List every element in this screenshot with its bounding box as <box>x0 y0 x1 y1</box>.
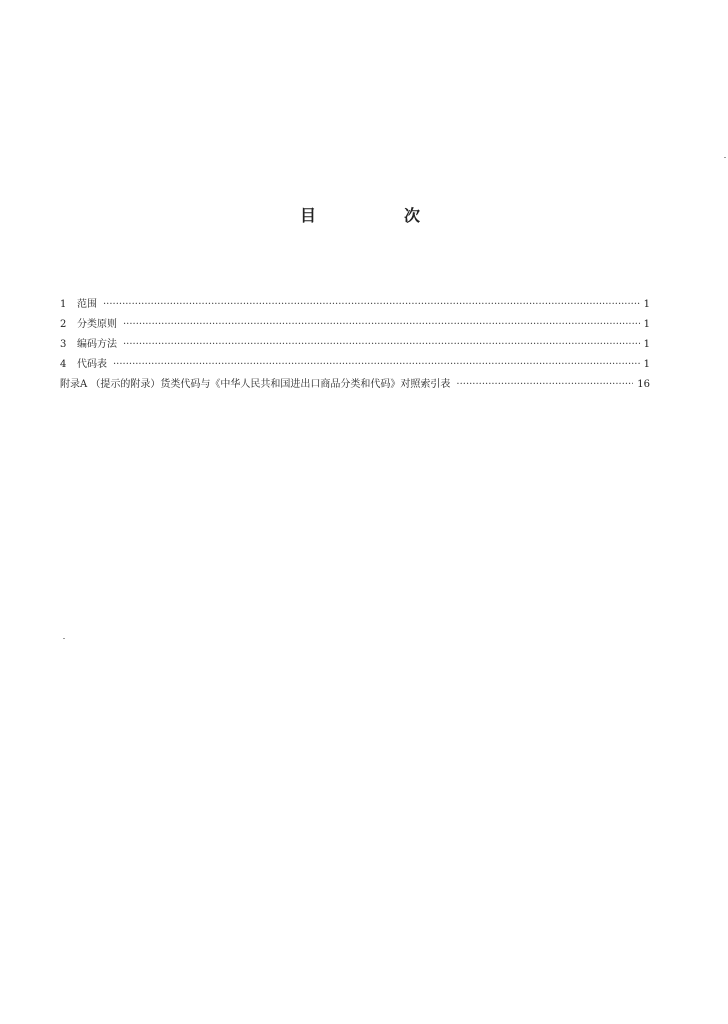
toc-entry-number: 3 <box>60 339 67 350</box>
toc-entry-number: 4 <box>60 359 67 370</box>
toc-entry-label: 范围 <box>77 299 97 310</box>
toc-entry-label: 分类原则 <box>77 319 117 330</box>
page-title <box>300 203 420 226</box>
toc-entry-classification-principles[interactable] <box>60 315 650 335</box>
toc-entry-appendix-a[interactable] <box>60 375 650 395</box>
toc-entry-page: 16 <box>637 379 650 390</box>
toc-entry-page: 1 <box>643 299 650 310</box>
scan-speck <box>63 638 65 639</box>
toc-entry-page: 1 <box>643 339 650 350</box>
table-of-contents <box>60 295 650 395</box>
toc-entry-coding-method[interactable] <box>60 335 650 355</box>
toc-entry-number: 1 <box>60 299 67 310</box>
toc-leader-dots <box>456 375 633 395</box>
toc-entry-number: 2 <box>60 319 67 330</box>
toc-entry-scope[interactable] <box>60 295 650 315</box>
title-char-2: 次 <box>403 206 420 225</box>
scan-speck <box>724 157 726 158</box>
toc-leader-dots <box>123 335 640 355</box>
toc-leader-dots <box>123 315 640 335</box>
toc-leader-dots <box>113 355 640 375</box>
toc-entry-page: 1 <box>643 319 650 330</box>
toc-entry-label: 代码表 <box>77 359 107 370</box>
toc-entry-label: 编码方法 <box>77 339 117 350</box>
toc-leader-dots <box>103 295 640 315</box>
toc-entry-page: 1 <box>643 359 650 370</box>
toc-entry-label: 附录A （提示的附录）货类代码与《中华人民共和国进出口商品分类和代码》对照索引表 <box>60 379 451 390</box>
title-char-1: 目 <box>300 206 317 225</box>
toc-entry-code-table[interactable] <box>60 355 650 375</box>
